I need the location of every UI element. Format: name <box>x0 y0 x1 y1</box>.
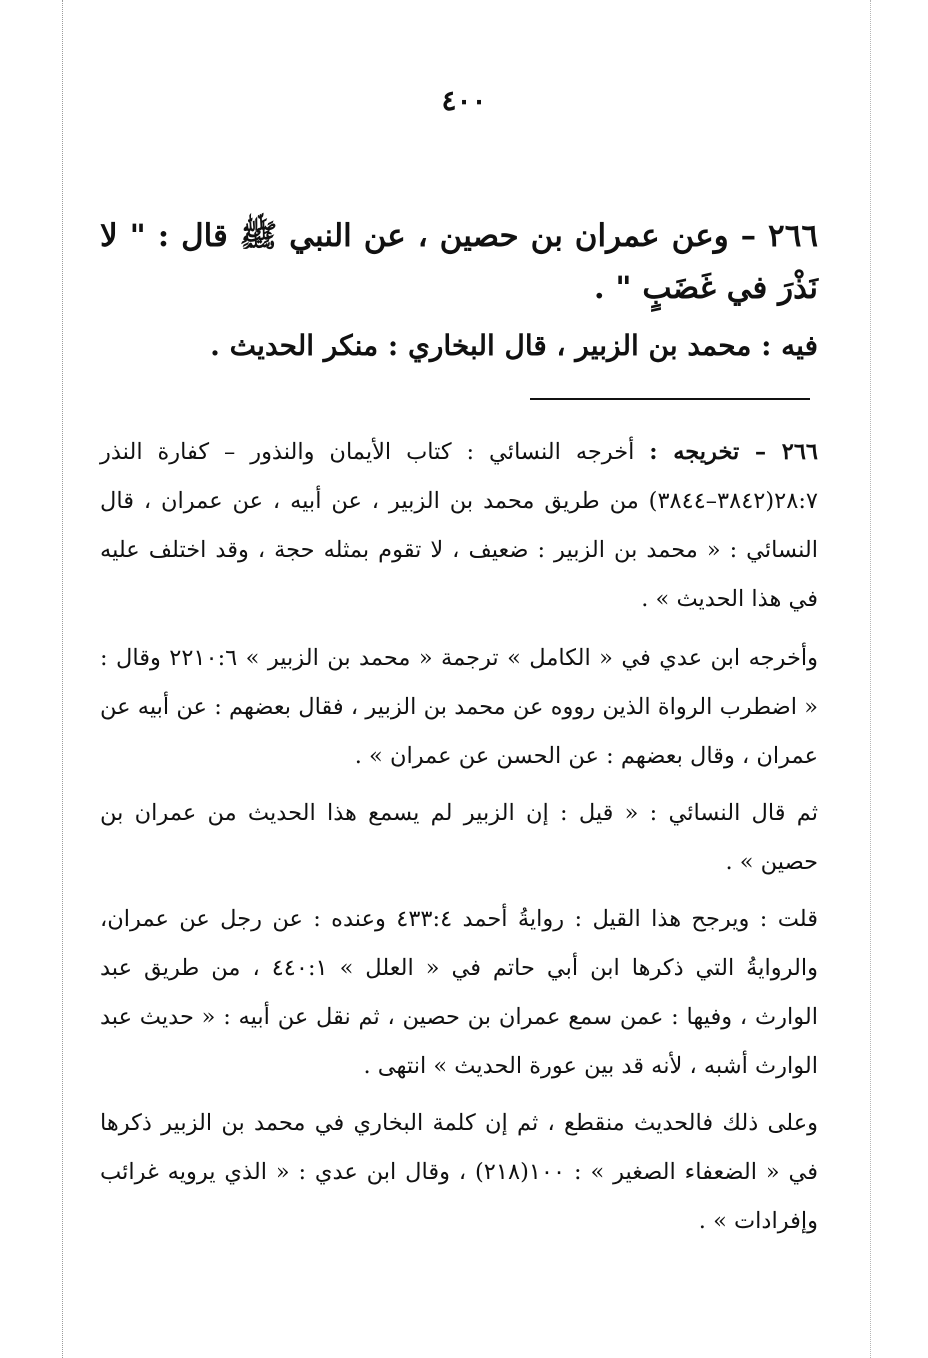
footnote-paragraph <box>100 895 818 1091</box>
footnote-text: وعلى ذلك فالحديث منقطع ، ثم إن كلمة البخاري في محمد بن الزبير ذكرها في « الضعفاء الصغير » : ١٠٠(٢١٨) ، وقال ابن عدي : « الذي يرويه غرائب وإفرادات » . <box>100 1110 818 1234</box>
hadith-text: ٢٦٦ – وعن عمران بن حصين ، عن النبي ﷺ قال : " لا نَذْرَ في غَضَبٍ " . <box>100 218 818 306</box>
footnote-text: ثم قال النسائي : « قيل : إن الزبير لم يسمع هذا الحديث من عمران بن حصين » . <box>100 800 818 875</box>
page-number: ٤٠٠ <box>441 84 487 117</box>
footnote-paragraph <box>100 1099 818 1246</box>
footnote-paragraph <box>100 634 818 781</box>
footnote-text: قلت : ويرجح هذا القيل : روايةُ أحمد ٤٣٣:٤ وعنده : عن رجل عن عمران، والروايةُ التي ذكرها ابن أبي حاتم في « العلل » ٤٤٠:١ ، من طريق عبد الوارث ، وفيها : عمن سمع عمران بن حصين ، ثم نقل عن أبيه : « حديث عبد الوارث أشبه ، لأنه قد بين عورة الحديث » انتهى . <box>100 906 818 1079</box>
footnote-text: أخرجه النسائي : كتاب الأيمان والنذور – كفارة النذر ٢٨:٧(٣٨٤٢–٣٨٤٤) من طريق محمد بن الزبير ، عن أبيه ، عن عمران ، قال النسائي : « محمد بن الزبير : ضعيف ، لا تقوم بمثله حجة ، وقد اختلف عليه في هذا الحديث » . <box>100 439 818 612</box>
left-margin-dotted-line <box>62 0 63 1358</box>
footnotes <box>100 428 818 1254</box>
footnote-paragraph <box>100 789 818 887</box>
footnote-text: وأخرجه ابن عدي في « الكامل » ترجمة « محمد بن الزبير » ٢٢١٠:٦ وقال : « اضطرب الرواة الذين رووه عن محمد بن الزبير ، فقال بعضهم : عن أبيه عن عمران ، وقال بعضهم : عن الحسن عن عمران » . <box>100 645 818 769</box>
footnote-separator <box>530 398 810 400</box>
narrator-note: فيه : محمد بن الزبير ، قال البخاري : منكر الحديث . <box>210 329 818 362</box>
right-margin-dotted-line <box>870 0 871 1358</box>
footnote-label: ٢٦٦ – تخريجه : <box>649 439 818 465</box>
footnote-paragraph <box>100 428 818 624</box>
